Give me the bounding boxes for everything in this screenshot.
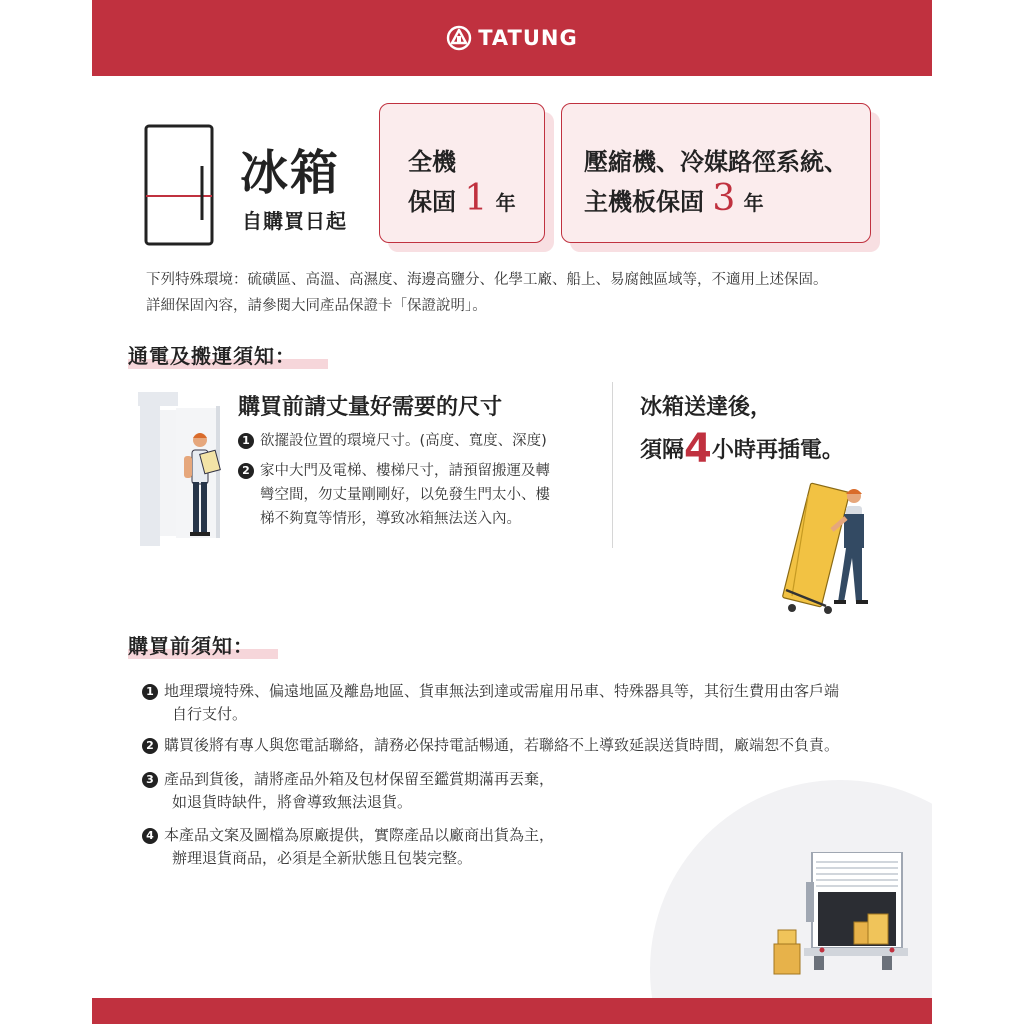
brand-header: [92, 0, 932, 76]
number-badge: 3: [142, 772, 158, 788]
column-divider: [612, 382, 613, 548]
warranty-label: 保固: [408, 188, 456, 216]
measure-item: [238, 460, 550, 482]
exclusion-note: 下列特殊環境：硫磺區、高溫、高濕度、海邊高鹽分、化學工廠、船上、易腐蝕區域等，不適用上述保固。: [146, 272, 828, 288]
section-title: 購買前須知：: [128, 634, 254, 658]
number-badge: 2: [238, 463, 254, 479]
section-title: 通電及搬運須知：: [128, 344, 296, 368]
warranty-label: 主機板保固: [584, 188, 704, 216]
fridge-icon: [144, 124, 214, 246]
purchase-item: [142, 680, 839, 702]
warranty-detail-note: 詳細保固內容，請參閱大同產品保證卡「保證說明」。: [146, 298, 487, 314]
purchase-item: [142, 824, 554, 846]
warranty-years: 1: [464, 178, 488, 219]
purchase-item: [142, 734, 839, 756]
card-line-years: [408, 178, 516, 219]
brand-footer: [92, 998, 932, 1024]
compressor-warranty-card: [561, 103, 871, 243]
number-badge: 1: [238, 433, 254, 449]
delivery-section-heading: [128, 340, 296, 369]
number-badge: 1: [142, 684, 158, 700]
measuring-person-illustration: [138, 392, 228, 550]
item-text-continued: 自行支付。: [172, 705, 248, 723]
wait-prefix: 須隔: [640, 438, 685, 463]
purchase-item: [142, 768, 554, 790]
item-text: 本產品文案及圖檔為原廠提供，實際產品以廠商出貨為主，: [164, 826, 555, 844]
item-text-continued: 彎空間，勿丈量剛剛好，以免發生門太小、樓: [260, 487, 550, 503]
card-line: 全機: [408, 148, 456, 176]
warranty-years: 3: [712, 178, 736, 219]
product-title: 冰箱: [240, 145, 341, 201]
wait-hours: 4: [684, 426, 712, 472]
delivery-truck-illustration: [772, 852, 912, 976]
power-wait-notice: [640, 426, 844, 472]
measure-title: 購買前請丈量好需要的尺寸: [238, 395, 503, 420]
item-text: 欲擺設位置的環境尺寸。(高度、寬度、深度): [260, 433, 547, 449]
item-text-continued: 辦理退貨商品，必須是全新狀態且包裝完整。: [172, 849, 473, 867]
delivery-man-illustration: [782, 478, 882, 618]
item-text: 購買後將有專人與您電話聯絡，請務必保持電話暢通，若聯絡不上導致延誤送貨時間，廠端恕不負責。: [164, 736, 840, 754]
item-text-continued: 如退貨時缺件，將會導致無法退貨。: [172, 793, 413, 811]
full-warranty-card: [379, 103, 545, 243]
brand-name: TATUNG: [478, 26, 578, 50]
item-text-continued: 梯不夠寬等情形，導致冰箱無法送入內。: [260, 511, 521, 527]
number-badge: 4: [142, 828, 158, 844]
card-line: 壓縮機、冷媒路徑系統、: [584, 148, 848, 176]
wait-suffix: 小時再插電。: [711, 438, 844, 463]
year-unit: 年: [743, 191, 764, 215]
purchase-section-heading: [128, 630, 254, 659]
number-badge: 2: [142, 738, 158, 754]
measure-item: [238, 430, 547, 452]
warranty-start-label: 自購買日起: [242, 209, 347, 233]
year-unit: 年: [495, 191, 516, 215]
warranty-page: [92, 0, 932, 1024]
tatung-emblem-icon: [446, 25, 472, 51]
after-delivery-title: 冰箱送達後，: [640, 395, 773, 420]
item-text: 產品到貨後，請將產品外箱及包材保留至鑑賞期滿再丟棄，: [164, 770, 555, 788]
item-text: 地理環境特殊、偏遠地區及離島地區、貨車無法到達或需雇用吊車、特殊器具等，其衍生費用由客戶端: [164, 682, 840, 700]
item-text: 家中大門及電梯、樓梯尺寸，請預留搬運及轉: [260, 463, 550, 479]
card-line-years: [584, 178, 764, 219]
tatung-logo: [446, 25, 578, 51]
